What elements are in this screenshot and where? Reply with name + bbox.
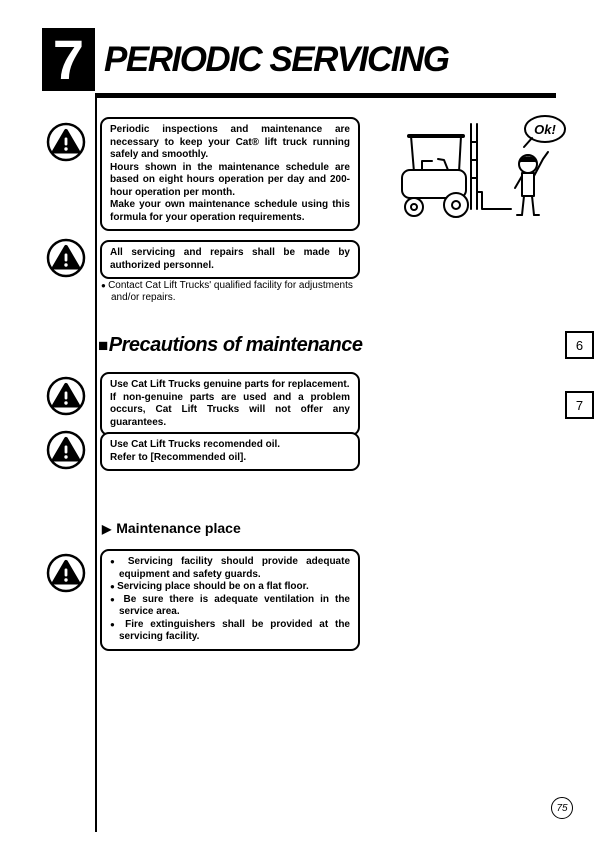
chapter-number: 7 bbox=[52, 28, 85, 91]
section-title: Precautions of maintenance bbox=[108, 334, 363, 356]
warning-icon bbox=[46, 430, 86, 470]
side-tab-7 bbox=[565, 391, 594, 419]
section-marker-icon: ■ bbox=[98, 336, 108, 355]
oil-line: Use Cat Lift Trucks recomended oil. bbox=[110, 439, 281, 450]
oil-line: Refer to [Recommended oil]. bbox=[110, 451, 247, 463]
title-rule bbox=[95, 93, 556, 98]
recommended-oil-box bbox=[100, 432, 360, 471]
forklift-illustration bbox=[378, 112, 573, 240]
page-number: 75 bbox=[556, 802, 568, 814]
warning-icon bbox=[46, 376, 86, 416]
page-title: PERIODIC SERVICING bbox=[104, 40, 449, 79]
authorized-personnel-box bbox=[100, 240, 360, 279]
side-tab-label: 7 bbox=[575, 397, 584, 413]
section-heading bbox=[98, 334, 363, 357]
genuine-parts-box bbox=[100, 372, 360, 436]
maintenance-place-heading bbox=[102, 520, 241, 536]
triangle-marker-icon: ▶ bbox=[102, 522, 112, 536]
forklift bbox=[402, 124, 511, 217]
operator-figure bbox=[515, 152, 548, 215]
side-tab-6 bbox=[565, 331, 594, 359]
intro-note-box bbox=[100, 117, 360, 231]
list-item: ● Servicing facility should provide adequate equipment and safety guards. bbox=[110, 556, 350, 581]
list-item: ● Be sure there is adequate ventilation in the service area. bbox=[110, 594, 350, 619]
intro-paragraph: Periodic inspections and maintenance are necessary to keep your Cat® lift truck running safely and smoothly. bbox=[110, 124, 350, 160]
list-item: ● Fire extinguishers shall be provided at the servicing facility. bbox=[110, 619, 350, 644]
speech-bubble-text: Ok! bbox=[534, 122, 556, 137]
page-number-badge bbox=[551, 797, 573, 819]
maintenance-place-box bbox=[100, 549, 360, 651]
intro-paragraph: Make your own maintenance schedule using this formula for your operation requirements. bbox=[110, 199, 350, 223]
side-tab-label: 6 bbox=[575, 337, 584, 353]
list-item: ● Servicing place should be on a flat floor. bbox=[110, 581, 350, 594]
authorized-text: All servicing and repairs shall be made by authorized personnel. bbox=[110, 247, 350, 271]
left-vertical-rule bbox=[95, 98, 97, 832]
genuine-parts-paragraph: If non-genuine parts are used and a problem occurs, Cat Lift Trucks will not offer any guarantees. bbox=[110, 391, 350, 428]
contact-note: ● Contact Cat Lift Trucks' qualified facility for adjustments and/or repairs. bbox=[101, 280, 369, 304]
genuine-parts-paragraph: Use Cat Lift Trucks genuine parts for replacement. bbox=[110, 379, 350, 390]
speech-bubble bbox=[524, 116, 565, 147]
warning-icon bbox=[46, 122, 86, 162]
warning-icon bbox=[46, 553, 86, 593]
intro-paragraph: Hours shown in the maintenance schedule are based on eight hours operation per day and 200-hour operation per month. bbox=[110, 161, 350, 198]
chapter-number-box bbox=[42, 28, 95, 91]
maintenance-place-title: Maintenance place bbox=[116, 520, 241, 536]
warning-icon bbox=[46, 238, 86, 278]
